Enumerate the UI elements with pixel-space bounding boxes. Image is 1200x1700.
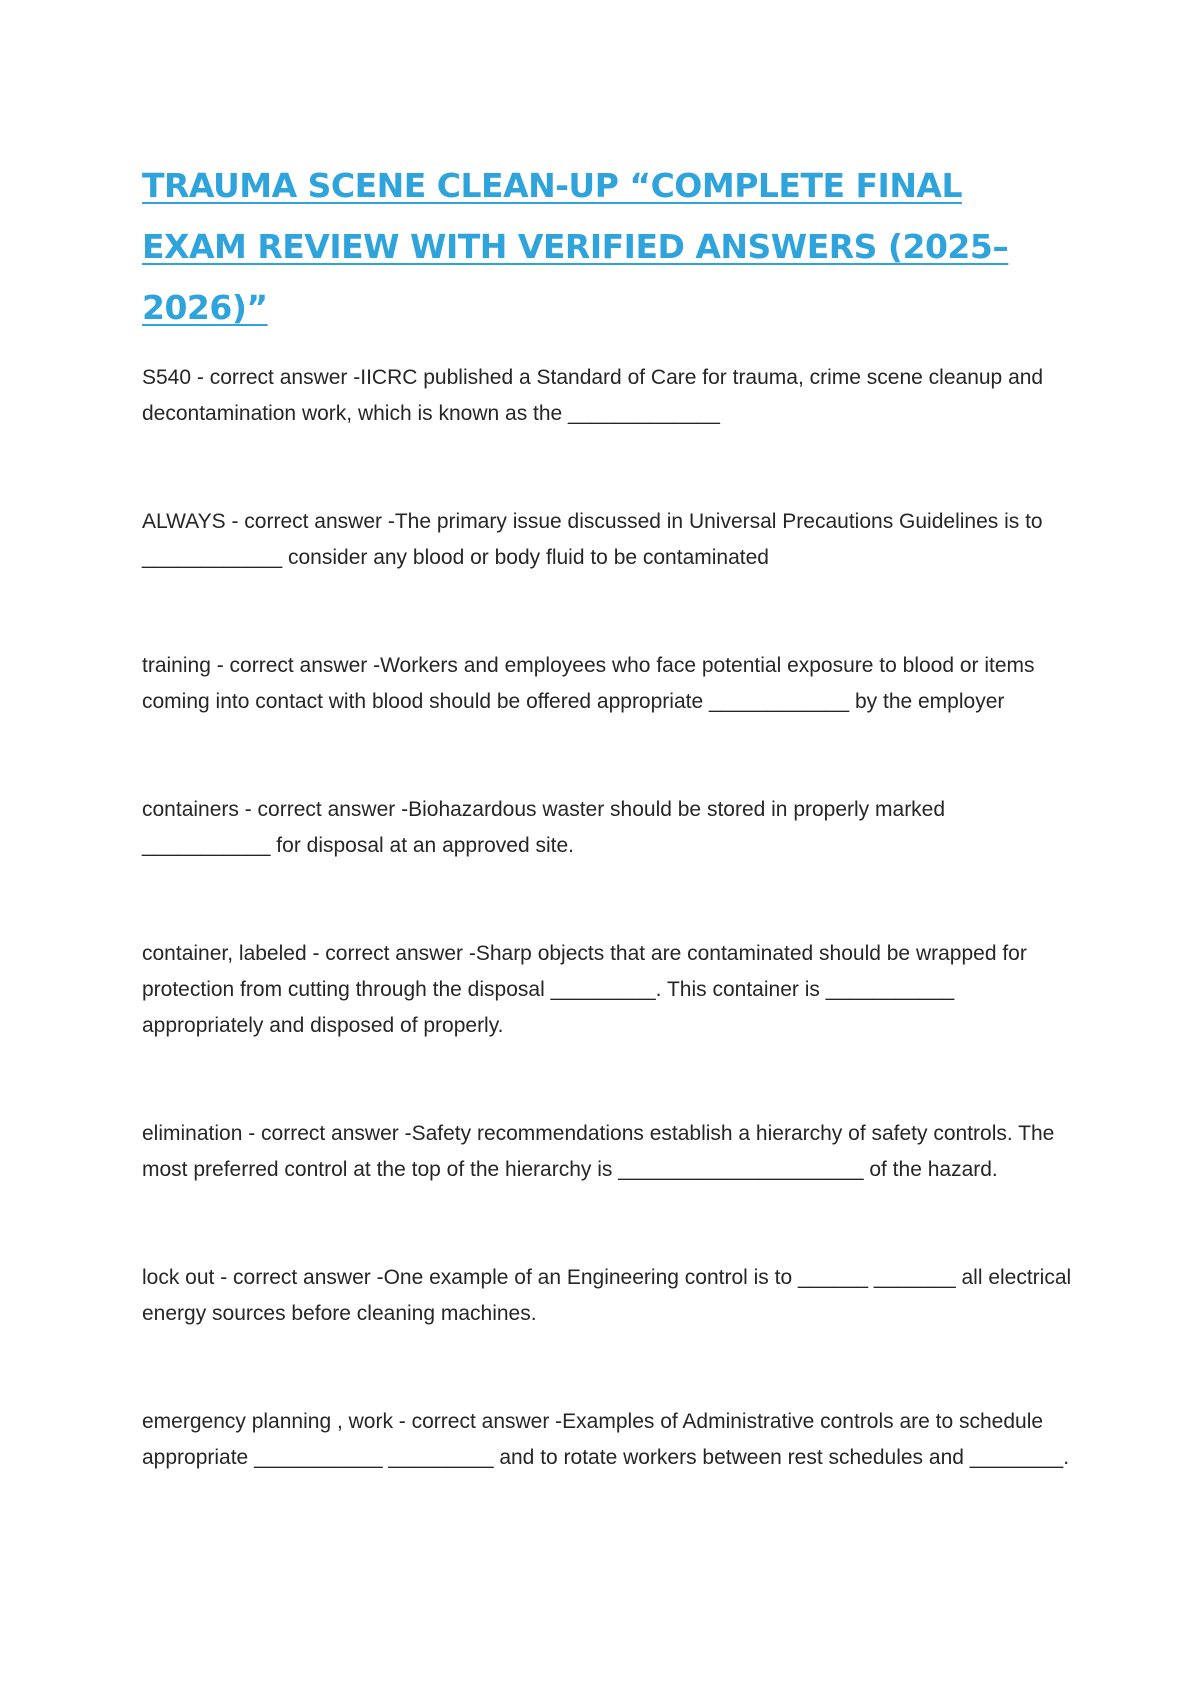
document-content xyxy=(142,155,1072,1476)
qa-item-lock-out: lock out - correct answer -One example of an Engineering control is to ______ _______ all electrical energy sources before cleaning machines. xyxy=(142,1266,1072,1325)
qa-item-always: ALWAYS - correct answer -The primary issue discussed in Universal Precautions Guidelines is to ____________ consider any blood or body fluid to be contaminated xyxy=(142,510,1043,569)
qa-item-container-labeled: container, labeled - correct answer -Sharp objects that are contaminated should be wrapped for protection from cutting through the disposal _________. This container is ___________ appropriately and disposed of properly. xyxy=(142,942,1027,1037)
qa-list xyxy=(142,360,1072,1476)
qa-item-s540: S540 - correct answer -IICRC published a Standard of Care for trauma, crime scene cleanup and decontamination work, which is known as the _____________ xyxy=(142,366,1044,425)
qa-item-emergency-planning: emergency planning , work - correct answer -Examples of Administrative controls are to schedule appropriate ___________ _________ and to rotate workers between rest schedules and ________. xyxy=(142,1410,1070,1469)
qa-item-containers: containers - correct answer -Biohazardous waster should be stored in properly marked ___________ for disposal at an approved site. xyxy=(142,798,946,857)
document-title: TRAUMA SCENE CLEAN-UP “COMPLETE FINAL EXAM REVIEW WITH VERIFIED ANSWERS (2025–2026)” xyxy=(142,166,1009,327)
qa-item-elimination: elimination - correct answer -Safety recommendations establish a hierarchy of safety controls. The most preferred control at the top of the hierarchy is _____________________ of the hazard. xyxy=(142,1122,1055,1181)
qa-item-training: training - correct answer -Workers and employees who face potential exposure to blood or items coming into contact with blood should be offered appropriate ____________ by the employer xyxy=(142,654,1035,713)
